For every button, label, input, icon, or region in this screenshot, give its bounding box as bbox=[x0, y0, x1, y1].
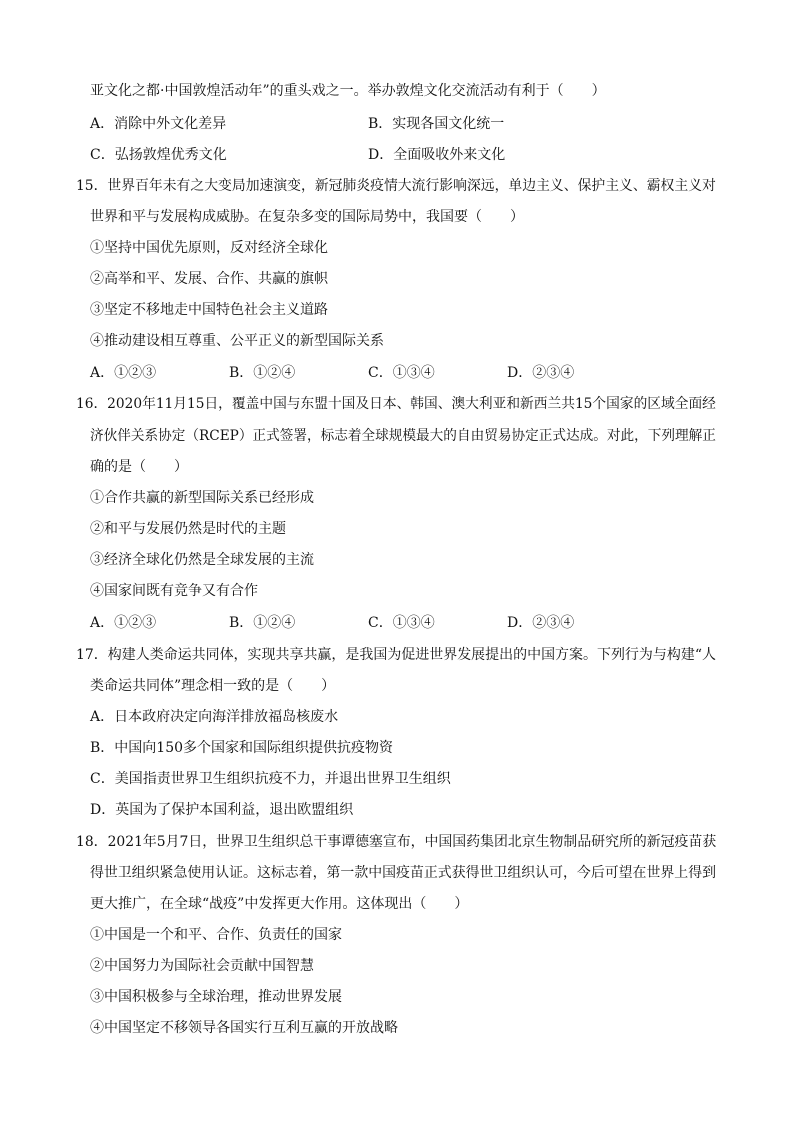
q18-item-1: ①中国是一个和平、合作、负责任的国家 bbox=[90, 927, 342, 943]
q15-option-b[interactable]: B．①②④ bbox=[229, 365, 296, 381]
q14-option-b[interactable]: B．实现各国文化统一 bbox=[368, 116, 505, 132]
q17-option-c[interactable]: C．美国指责世界卫生组织抗疫不力，并退出世界卫生组织 bbox=[90, 771, 451, 787]
q18-item-4: ④中国坚定不移领导各国实行互利互赢的开放战略 bbox=[90, 1020, 398, 1036]
q15-option-c[interactable]: C．①③④ bbox=[368, 365, 435, 381]
q16-option-a[interactable]: A．①②③ bbox=[90, 615, 157, 631]
q15-item-1: ①坚持中国优先原则，反对经济全球化 bbox=[90, 240, 328, 256]
q16-item-4: ④国家间既有竞争又有合作 bbox=[90, 583, 258, 599]
q17-stem-line-1: 17．构建人类命运共同体，实现共享共赢，是我国为促进世界发展提出的中国方案。下列行为与构建“人 bbox=[76, 647, 716, 663]
q15-option-a[interactable]: A．①②③ bbox=[90, 365, 157, 381]
q14-stem-continuation: 亚文化之都·中国敦煌活动年”的重头戏之一。举办敦煌文化交流活动有利于（ ） bbox=[90, 83, 606, 99]
q16-item-3: ③经济全球化仍然是全球发展的主流 bbox=[90, 552, 314, 568]
q16-item-1: ①合作共赢的新型国际关系已经形成 bbox=[90, 490, 314, 506]
q15-item-4: ④推动建设相互尊重、公平正义的新型国际关系 bbox=[90, 333, 384, 349]
q16-option-b[interactable]: B．①②④ bbox=[229, 615, 296, 631]
q17-stem-line-2: 类命运共同体”理念相一致的是（ ） bbox=[90, 678, 336, 694]
q14-option-a[interactable]: A．消除中外文化差异 bbox=[90, 116, 227, 132]
q16-stem-line-2: 济伙伴关系协定（RCEP）正式签署，标志着全球规模最大的自由贸易协定正式达成。对此，下列理解正 bbox=[90, 428, 716, 444]
q18-item-2: ②中国努力为国际社会贡献中国智慧 bbox=[90, 958, 314, 974]
q16-item-2: ②和平与发展仍然是时代的主题 bbox=[90, 521, 286, 537]
q18-stem-line-2: 得世卫组织紧急使用认证。这标志着，第一款中国疫苗正式获得世卫组织认可，今后可望在世界上得到 bbox=[90, 865, 717, 881]
q17-option-b[interactable]: B．中国向150多个国家和国际组织提供抗疫物资 bbox=[90, 740, 394, 756]
q15-option-d[interactable]: D．②③④ bbox=[507, 365, 575, 381]
q15-item-3: ③坚定不移地走中国特色社会主义道路 bbox=[90, 302, 328, 318]
q14-option-c[interactable]: C．弘扬敦煌优秀文化 bbox=[90, 147, 227, 163]
q18-stem-line-1: 18．2021年5月7日，世界卫生组织总干事谭德塞宣布，中国国药集团北京生物制品研究所的新冠疫苗获 bbox=[76, 834, 717, 850]
q15-item-2: ②高举和平、发展、合作、共赢的旗帜 bbox=[90, 271, 328, 287]
q15-stem-line-2: 世界和平与发展构成威胁。在复杂多变的国际局势中，我国要（ ） bbox=[90, 209, 524, 225]
q16-stem-line-1: 16．2020年11月15日，覆盖中国与东盟十国及日本、韩国、澳大利亚和新西兰共15个国家的区域全面经 bbox=[76, 396, 716, 412]
q14-option-d[interactable]: D．全面吸收外来文化 bbox=[368, 147, 506, 163]
q16-option-d[interactable]: D．②③④ bbox=[507, 615, 575, 631]
q15-stem-line-1: 15．世界百年未有之大变局加速演变，新冠肺炎疫情大流行影响深远，单边主义、保护主义、霸权主义对 bbox=[76, 178, 716, 194]
q16-option-c[interactable]: C．①③④ bbox=[368, 615, 435, 631]
q16-stem-line-3: 确的是（ ） bbox=[90, 459, 188, 475]
q18-stem-line-3: 更大推广，在全球“战疫”中发挥更大作用。这体现出（ ） bbox=[90, 896, 469, 912]
q18-item-3: ③中国积极参与全球治理，推动世界发展 bbox=[90, 989, 342, 1005]
q17-option-d[interactable]: D．英国为了保护本国利益，退出欧盟组织 bbox=[90, 802, 354, 818]
q17-option-a[interactable]: A．日本政府决定向海洋排放福岛核废水 bbox=[90, 709, 339, 725]
